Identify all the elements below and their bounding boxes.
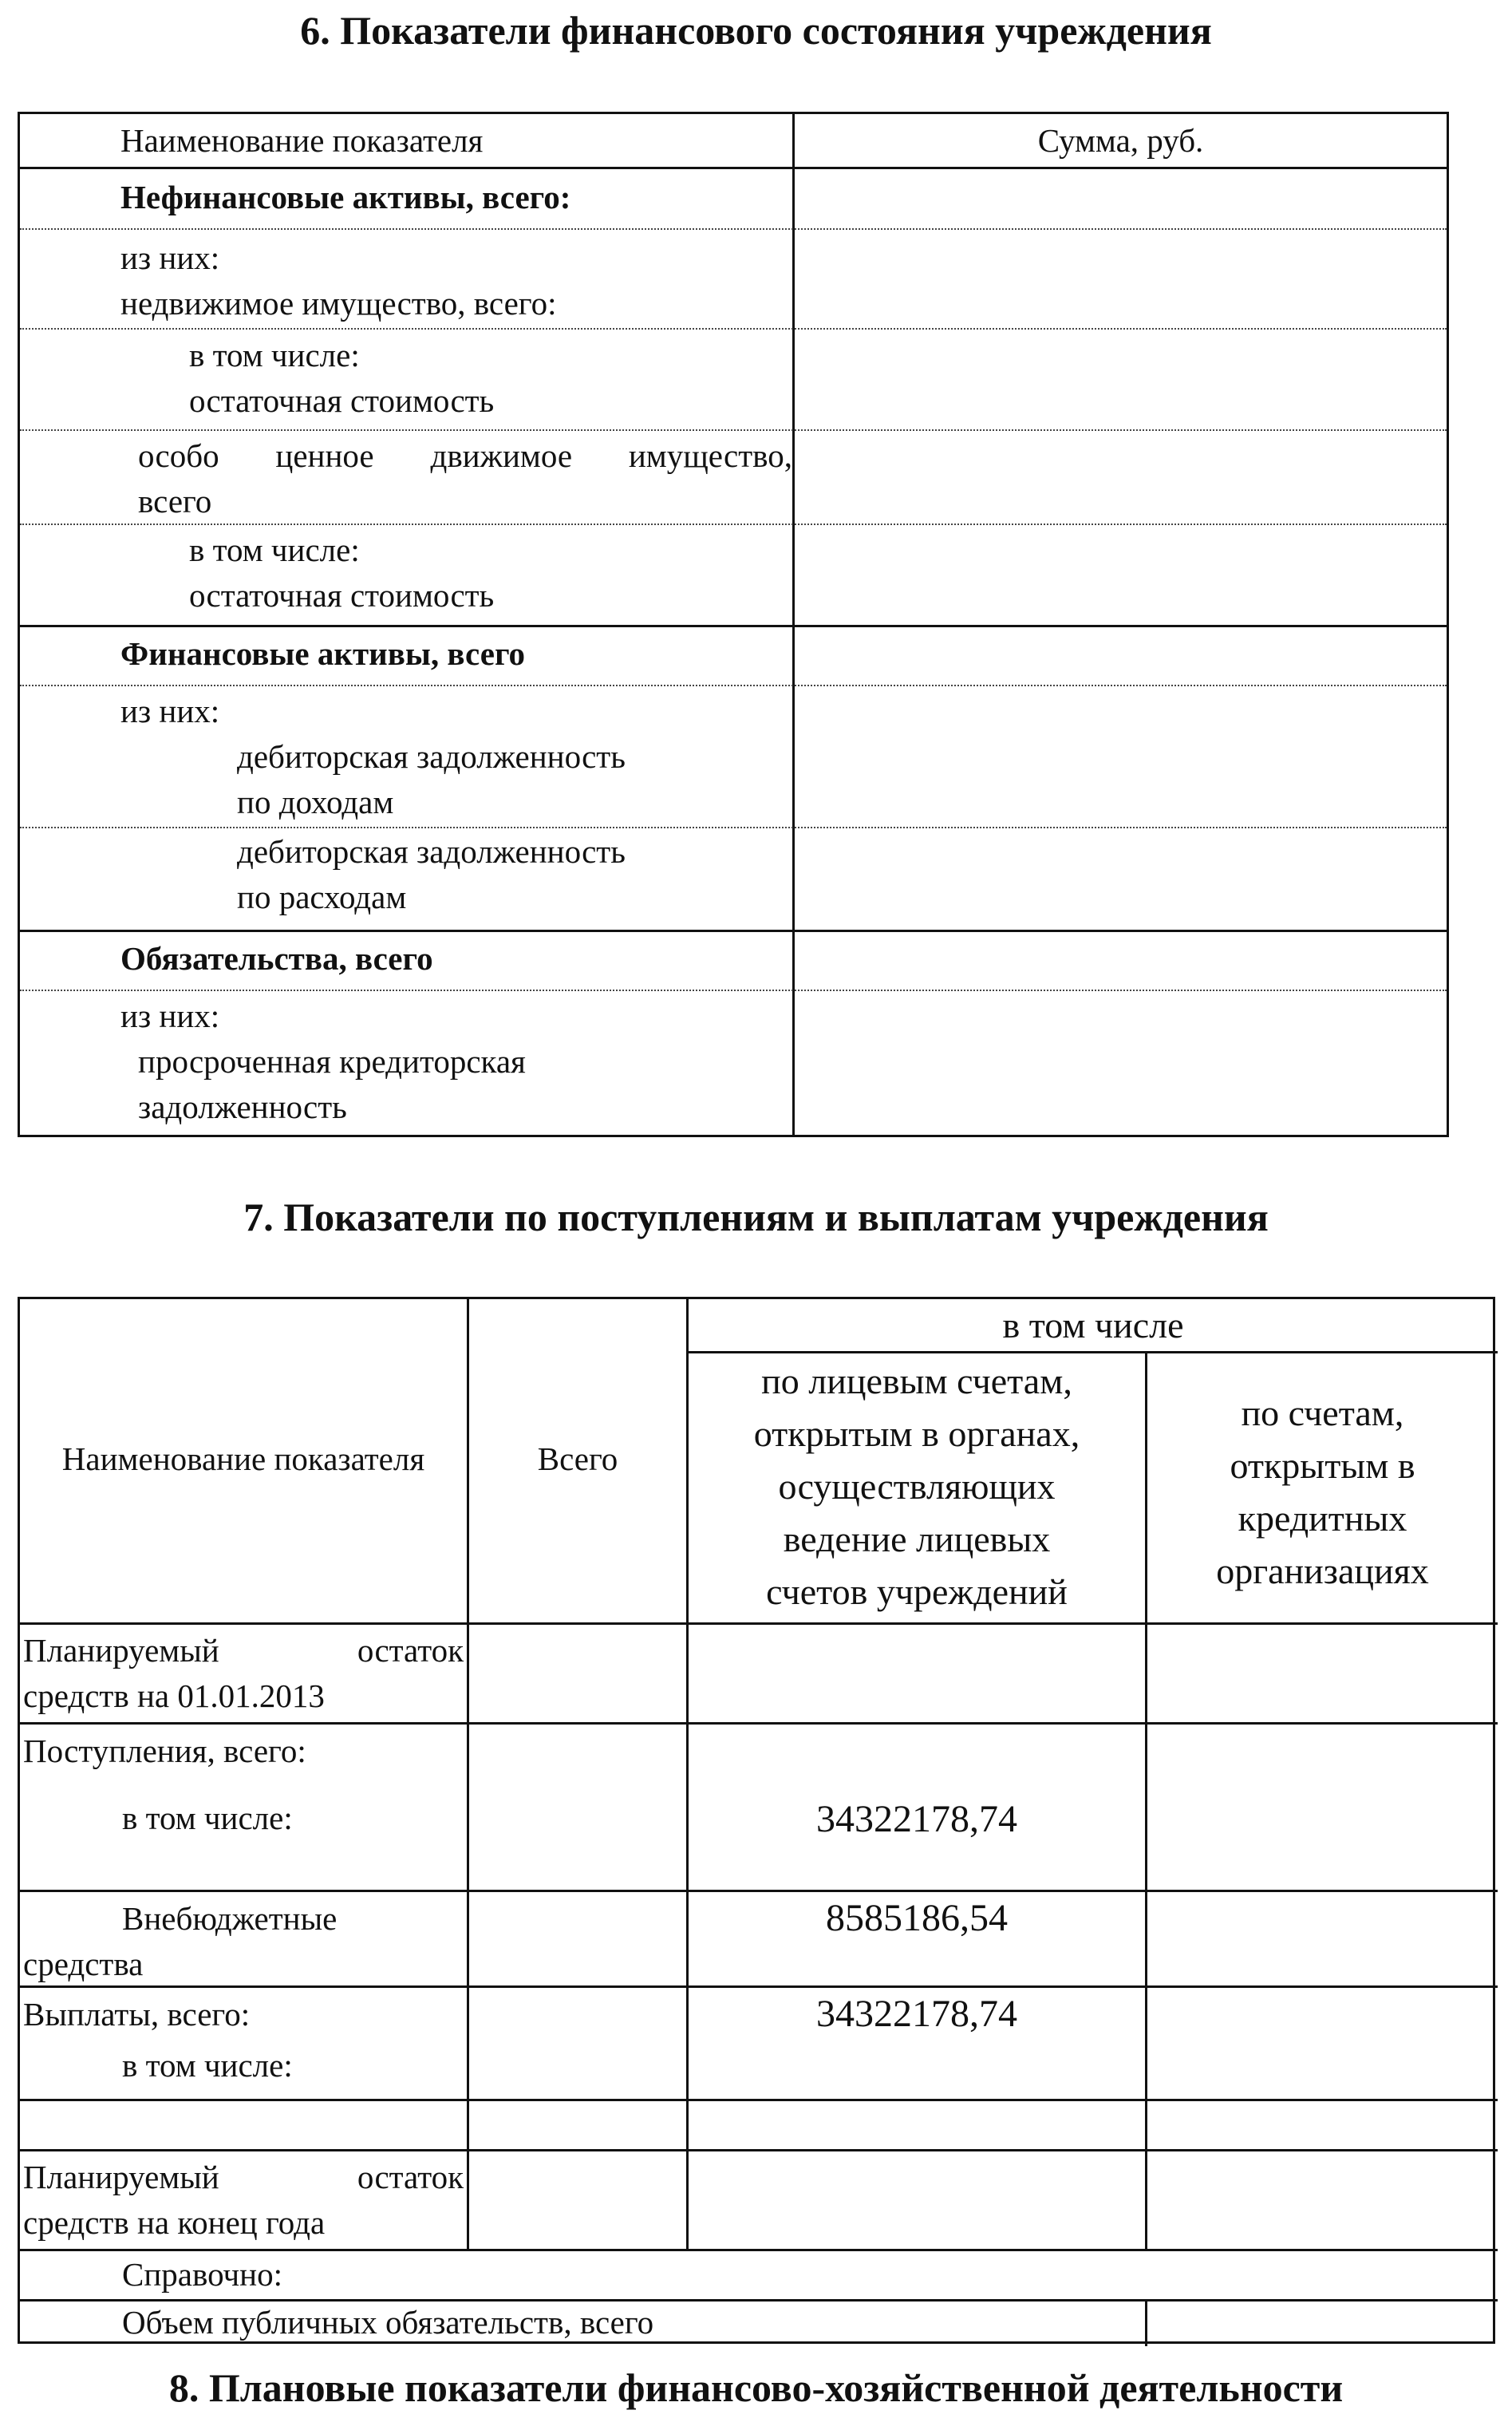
header-sum: Сумма, руб. (1037, 122, 1204, 159)
income-payments-table (18, 1297, 1495, 2344)
payments-value: 34322178,74 (816, 1993, 1017, 2035)
row-valuable-movables: особо ценное движимое имущество, всего (138, 437, 792, 520)
section-7-title: 7. Показатели по поступлениям и выплатам учреждения (243, 1195, 1269, 1239)
row-real-estate-residual: в том числе: остаточная стоимость (189, 337, 495, 419)
row-financial-assets: Финансовые активы, всего (120, 635, 526, 672)
row-movables-residual: в том числе: остаточная стоимость (189, 531, 495, 614)
row-end-balance: Планируемый остаток средств на конец года (23, 2159, 464, 2241)
financial-state-table (18, 112, 1449, 1137)
row-start-balance: Планируемый остаток средств на 01.01.2013 (23, 1632, 464, 1714)
row-nonfinancial-assets: Нефинансовые активы, всего: (120, 179, 571, 215)
row-liabilities: Обязательства, всего (120, 940, 433, 977)
header-personal-accounts: по лицевым счетам, открытым в органах, осуществляющих ведение лицевых счетов учреждений (753, 1361, 1080, 1612)
row-payments: Выплаты, всего: (23, 1996, 251, 2033)
header-total: Всего (537, 1440, 618, 1477)
extra-budgetary-value: 8585186,54 (826, 1897, 1008, 1939)
row-real-estate: из них: недвижимое имущество, всего: (120, 239, 557, 322)
header-indicator-name: Наименование показателя (61, 1440, 425, 1477)
row-extra-budgetary: Внебюджетные средства (23, 1900, 338, 1982)
header-bank-accounts: по счетам, открытым в кредитных организациях (1216, 1393, 1429, 1591)
row-receivables-income: из них: дебиторская задолженность по доходам (120, 693, 626, 820)
row-receivables-expenses: дебиторская задолженность по расходам (237, 833, 626, 915)
row-public-obligations: Объем публичных обязательств, всего (122, 2304, 654, 2341)
section-6-title: 6. Показатели финансового состояния учреждения (300, 8, 1212, 53)
row-income-including: в том числе: (122, 1800, 293, 1836)
row-reference: Справочно: (122, 2256, 282, 2293)
row-payments-including: в том числе: (122, 2047, 293, 2084)
row-income: Поступления, всего: (23, 1733, 306, 1769)
header-indicator-name: Наименование показателя (120, 122, 484, 159)
section-8-title: 8. Плановые показатели финансово-хозяйственной деятельности (168, 2365, 1344, 2410)
header-including: в том числе (1002, 1305, 1184, 1345)
row-overdue-payables: из них: просроченная кредиторская задолженность (120, 998, 526, 1125)
income-value: 34322178,74 (816, 1798, 1017, 1840)
